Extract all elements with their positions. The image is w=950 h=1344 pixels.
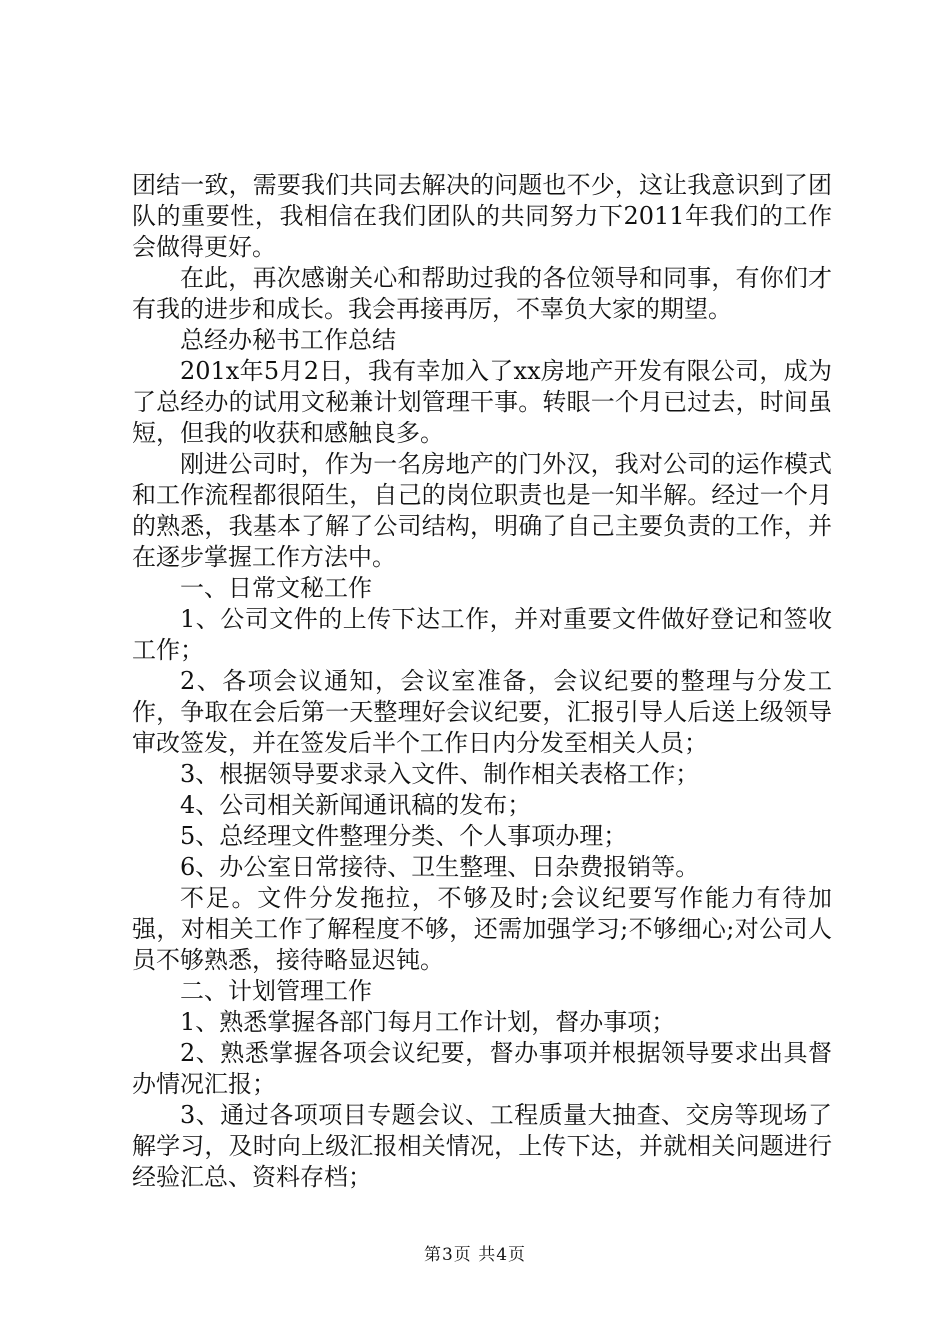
document-body: [132, 170, 832, 1193]
page-footer: 第3页 共4页: [423, 1245, 527, 1265]
section-heading: 一、日常文秘工作: [180, 574, 372, 602]
list-item: 1、熟悉掌握各部门每月工作计划，督办事项；: [180, 1008, 676, 1036]
section-heading: 二、计划管理工作: [180, 977, 372, 1005]
list-item: 6、办公室日常接待、卫生整理、日杂费报销等。: [180, 853, 700, 881]
list-item: 2、各项会议通知，会议室准备，会议纪要的整理与分发工作，争取在会后第一天整理好会议纪要，汇报引导人后送上级领导审改签发，并在签发后半个工作日内分发至相关人员；: [132, 667, 832, 757]
list-item: 5、总经理文件整理分类、个人事项办理；: [180, 822, 628, 850]
paragraph: 在此，再次感谢关心和帮助过我的各位领导和同事，有你们才有我的进步和成长。我会再接再厉，不辜负大家的期望。: [132, 264, 832, 323]
list-item: 3、通过各项项目专题会议、工程质量大抽查、交房等现场了解学习，及时向上级汇报相关情况，上传下达，并就相关问题进行经验汇总、资料存档；: [132, 1101, 832, 1191]
paragraph: 刚进公司时，作为一名房地产的门外汉，我对公司的运作模式和工作流程都很陌生，自己的岗位职责也是一知半解。经过一个月的熟悉，我基本了解了公司结构，明确了自己主要负责的工作，并在逐步掌握工作方法中。: [132, 450, 832, 571]
paragraph: 201x年5月2日，我有幸加入了xx房地产开发有限公司，成为了总经办的试用文秘兼计划管理干事。转眼一个月已过去，时间虽短，但我的收获和感触良多。: [132, 357, 832, 447]
list-item: 2、熟悉掌握各项会议纪要，督办事项并根据领导要求出具督办情况汇报；: [132, 1039, 832, 1098]
section-title: 总经办秘书工作总结: [180, 326, 396, 354]
list-item: 3、根据领导要求录入文件、制作相关表格工作；: [180, 760, 700, 788]
list-item: 4、公司相关新闻通讯稿的发布；: [180, 791, 532, 819]
paragraph: 不足。文件分发拖拉，不够及时;会议纪要写作能力有待加强，对相关工作了解程度不够，还需加强学习;不够细心;对公司人员不够熟悉，接待略显迟钝。: [132, 884, 832, 974]
paragraph: 团结一致，需要我们共同去解决的问题也不少，这让我意识到了团队的重要性，我相信在我们团队的共同努力下2011年我们的工作会做得更好。: [132, 171, 832, 261]
list-item: 1、公司文件的上传下达工作，并对重要文件做好登记和签收工作；: [132, 605, 832, 664]
